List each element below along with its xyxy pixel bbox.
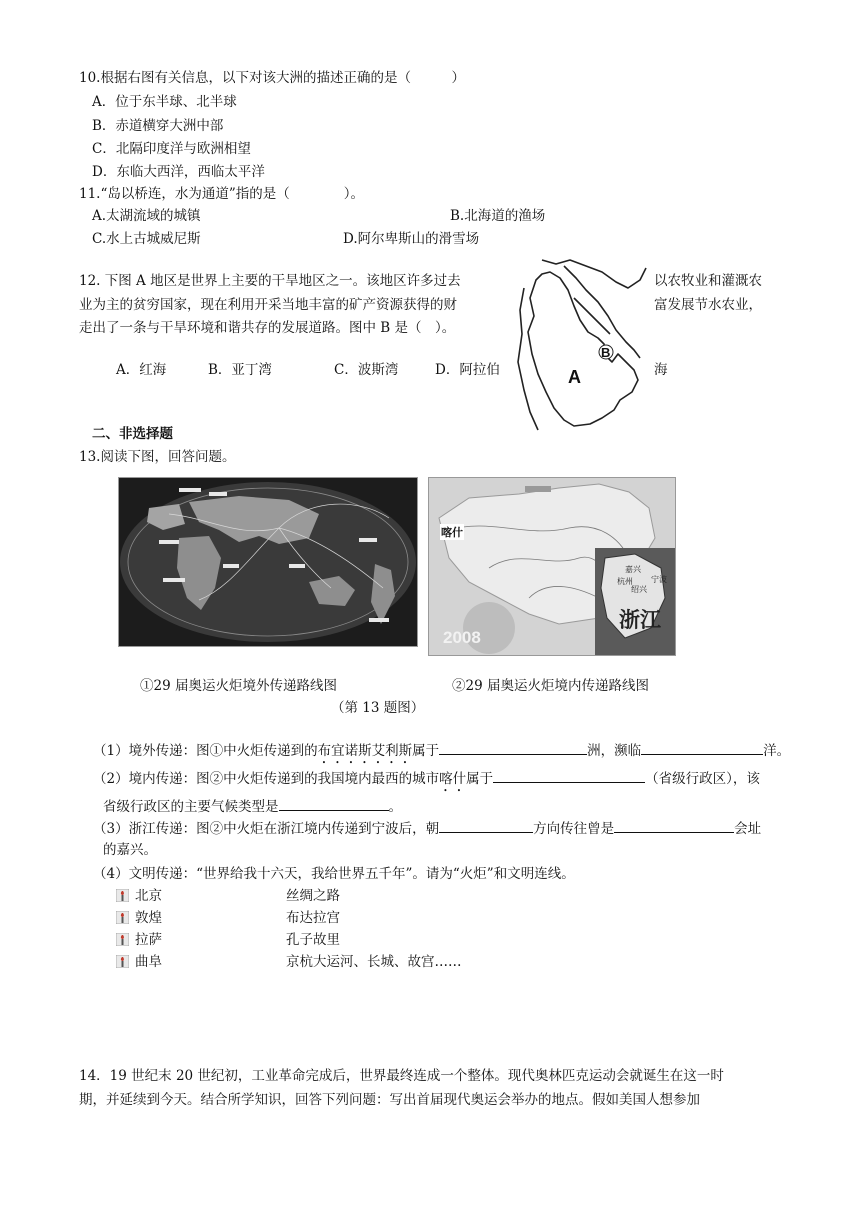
answer-blank-climate[interactable] (279, 796, 389, 811)
q11-option-b: B.北海道的渔场 (450, 208, 546, 224)
q13-part2-line2: 省级行政区的主要气候类型是 。 (103, 796, 402, 817)
torch-item-3[interactable]: 拉萨 (116, 930, 162, 950)
figure-caption-1: ①29 届奥运火炬境外传递路线图 (140, 678, 337, 694)
q11-option-a: A.太湖流域的城镇 (92, 208, 201, 224)
q10-option-c: C．北隔印度洋与欧洲相望 (92, 141, 251, 157)
buenos-aires-emphasis: 布宜诺斯艾利斯 (317, 743, 413, 759)
map-label-a: A (568, 367, 581, 387)
q13-part2: （2）境内传递：图②中火炬传递到的我国境内最西的城市喀什属于 （省级行政区），该 (93, 768, 760, 795)
map2-inset-city-2: 杭州 (617, 577, 633, 586)
q10-option-d: D．东临大西洋，西临太平洋 (92, 164, 265, 180)
q12-option-b: B．亚丁湾 (208, 362, 272, 378)
q12-line2-right: 富发展节水农业， (654, 297, 762, 313)
map2-inset-city-3: 绍兴 (631, 585, 647, 594)
q13-part1: （1）境外传递：图①中火炬传递到的布宜诺斯艾利斯属于 洲，濒临 洋。 (93, 740, 790, 767)
map2-city-label: 喀什 (440, 524, 464, 540)
q10-option-b: B．赤道横穿大洲中部 (92, 118, 224, 134)
torch-item-2[interactable]: 敦煌 (116, 908, 162, 928)
answer-blank-direction[interactable] (439, 818, 533, 833)
torch-icon (116, 933, 129, 946)
q11-option-d: D.阿尔卑斯山的滑雪场 (343, 231, 480, 247)
western-shore (518, 288, 538, 430)
section-heading: 二、非选择题 (92, 426, 173, 442)
torch-item-1[interactable]: 北京 (116, 886, 162, 906)
q12-option-d-tail: 海 (654, 362, 668, 378)
q11-option-c: C.水上古城威尼斯 (92, 231, 201, 247)
q10-stem: 10.根据右图有关信息，以下对该大洲的描述正确的是（ ） (79, 70, 465, 86)
figure-caption-number: （第 13 题图） (331, 700, 425, 716)
q12-option-c: C．波斯湾 (334, 362, 399, 378)
q14-line1: 14．19 世纪末 20 世纪初，工业革命完成后，世界最终连成一个整体。现代奥林匹克运动会就诞生在这一时 (79, 1068, 724, 1084)
map-label-b: B (601, 345, 611, 360)
civilization-item-1[interactable]: 丝绸之路 (286, 888, 340, 904)
inner-river (574, 298, 610, 334)
map2-inset-city-1: 嘉兴 (625, 565, 641, 574)
answer-blank-ocean[interactable] (641, 740, 763, 755)
civilization-item-3[interactable]: 孔子故里 (286, 932, 340, 948)
answer-blank-meeting[interactable] (614, 818, 734, 833)
q14-line2: 期，并延续到今天。结合所学知识，回答下列问题：写出首届现代奥运会举办的地点。假如美国人想参加 (79, 1092, 700, 1108)
arabia-coastline (528, 272, 638, 426)
torch-item-4[interactable]: 曲阜 (116, 952, 162, 972)
civilization-item-4[interactable]: 京杭大运河、长城、故宫…… (286, 954, 462, 970)
q12-option-d: D．阿拉伯 (435, 362, 500, 378)
q12-option-a: A．红海 (116, 362, 167, 378)
q12-line3: 走出了一条与干旱环境和谐共存的发展道路。图中 B 是（ ）。 (79, 320, 456, 336)
q13-part4-stem: （4）文明传递：“世界给我十六天，我给世界五千年”。请为“火炬”和文明连线。 (93, 866, 575, 882)
q11-stem: 11.“岛以桥连，水为通道”指的是（ ）。 (79, 186, 365, 202)
q12-line1-left: 12. 下图 A 地区是世界上主要的干旱地区之一。该地区许多过去 (79, 273, 461, 289)
answer-blank-province[interactable] (493, 768, 645, 783)
q13-part3-line2: 的嘉兴。 (103, 842, 157, 858)
china-route-map (428, 477, 676, 656)
torch-icon (116, 911, 129, 924)
q12-line2-left: 业为主的贫穷国家，现在利用开采当地丰富的矿产资源获得的财 (79, 297, 457, 313)
map2-province-label: 浙江 (619, 609, 661, 632)
q10-option-a: A．位于东半球、北半球 (92, 94, 237, 110)
northern-coast (542, 260, 646, 288)
world-route-map (118, 477, 418, 647)
torch-icon (116, 955, 129, 968)
arabia-map (516, 258, 648, 436)
figure-caption-2: ②29 届奥运火炬境内传递路线图 (452, 678, 649, 694)
q12-line1-right: 以农牧业和灌溉农 (654, 273, 762, 289)
kashgar-emphasis: 喀什 (439, 771, 467, 787)
q13-part3: （3）浙江传递：图②中火炬在浙江境内传递到宁波后，朝 方向传往曾是 会址 (93, 818, 761, 839)
civilization-item-2[interactable]: 布达拉宫 (286, 910, 340, 926)
answer-blank-continent[interactable] (439, 740, 587, 755)
map2-inset-city-4: 宁波 (651, 575, 667, 584)
map2-year-label: 2008 (443, 628, 481, 647)
q13-stem: 13.阅读下图，回答问题。 (79, 449, 236, 465)
torch-icon (116, 889, 129, 902)
